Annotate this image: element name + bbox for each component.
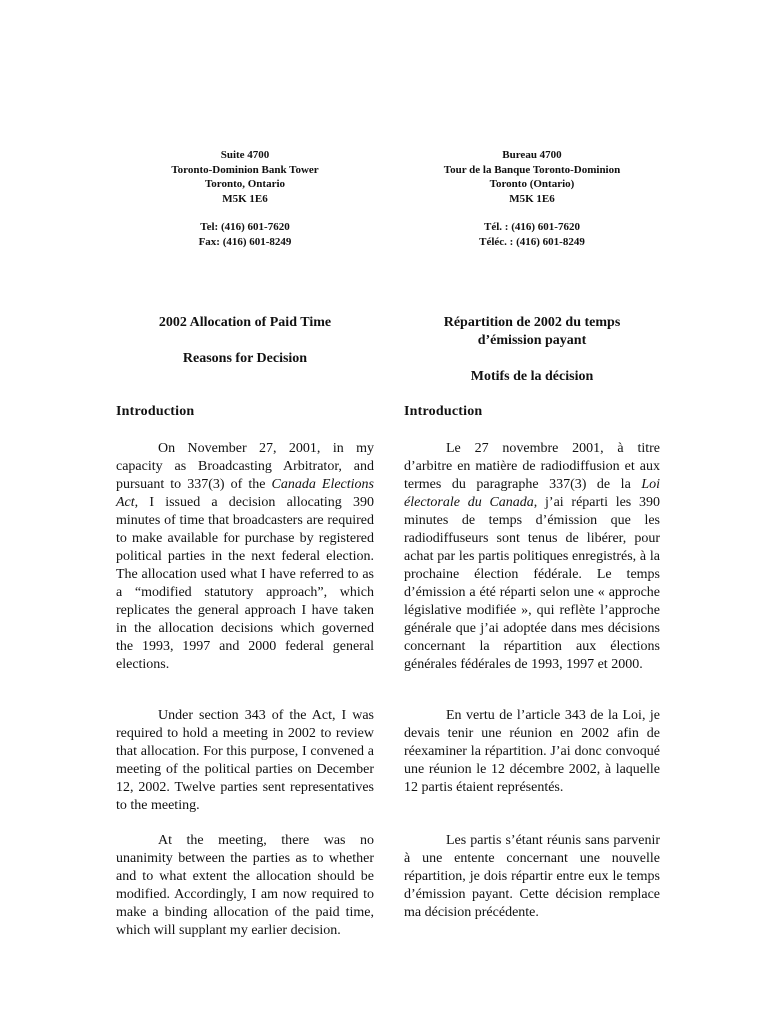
- section-heading: Introduction: [116, 404, 195, 419]
- paragraph-2: En vertu de l’article 343 de la Loi, je devais tenir une réunion en 2002 afin de réexaminer la répartition. J’ai donc convoqué une réunion le 12 décembre 2002, à laquelle 12 partis étaient représentés.: [404, 708, 660, 795]
- section-heading: Introduction: [404, 404, 483, 419]
- document-subtitle: Reasons for Decision: [182, 351, 308, 366]
- document-title-line-2: d’émission payant: [477, 333, 587, 348]
- phone-number: Tel: (416) 601-7620: [200, 221, 290, 234]
- address-line: Toronto, Ontario: [204, 178, 286, 191]
- address-line: Tour de la Banque Toronto-Dominion: [443, 163, 621, 176]
- address-line: Toronto (Ontario): [489, 178, 575, 191]
- fax-number: Fax: (416) 601-8249: [198, 235, 292, 248]
- document-title: 2002 Allocation of Paid Time: [158, 315, 332, 330]
- paragraph-3: Les partis s’étant réunis sans parvenir à une entente concernant une nouvelle répartition, je dois répartir entre eux le temps d’émission payant. Cette décision remplace ma décision précédente.: [404, 833, 660, 920]
- paragraph-1: On November 27, 2001, in my capacity as Broadcasting Arbitrator, and pursuant to 337(3) of the Canada Elections Act, I issued a decision allocating 390 minutes of time that broadcasters are required to make available for purchase by registered political parties in the next federal election. The allocation used what I have referred to as a “modified statutory approach”, which replicates the general approach I have taken in the allocation decisions which governed the 1993, 1997 and 2000 federal general elections.: [116, 441, 374, 672]
- french-address-block: [404, 148, 660, 250]
- document-subtitle: Motifs de la décision: [470, 369, 594, 384]
- paragraph-3: At the meeting, there was no unanimity between the parties as to whether and to what extent the allocation should be modified. Accordingly, I am now required to make a binding allocation of the paid time, which will supplant my earlier decision.: [116, 833, 374, 938]
- paragraph-1: Le 27 novembre 2001, à titre d’arbitre en matière de radiodiffusion et aux termes du paragraphe 337(3) de la Loi électorale du Canada, j’ai réparti les 390 minutes de temps d’émission que les radiodiffuseurs sont tenus de libérer, pour achat par les partis politiques enregistrés, à la prochaine élection fédérale. Le temps d’émission a été réparti selon une « approche législative modifiée », qui reflète l’approche générale que j’ai adoptée dans mes décisions concernant la répartition aux élections générales fédérales de 1993, 1997 et 2000.: [404, 441, 660, 672]
- phone-number: Tél. : (416) 601-7620: [484, 221, 580, 234]
- address-line: Toronto-Dominion Bank Tower: [171, 163, 319, 176]
- paragraph-2: Under section 343 of the Act, I was required to hold a meeting in 2002 to review that allocation. For this purpose, I convened a meeting of the political parties on December 12, 2002. Twelve parties sent representatives to the meeting.: [116, 708, 374, 813]
- document-title-line-1: Répartition de 2002 du temps: [443, 315, 621, 330]
- english-address-block: [116, 148, 374, 250]
- address-line: Bureau 4700: [502, 149, 562, 161]
- address-line: M5K 1E6: [222, 192, 268, 205]
- fax-number: Téléc. : (416) 601-8249: [479, 235, 585, 248]
- address-line: Suite 4700: [220, 149, 270, 161]
- address-line: M5K 1E6: [509, 192, 555, 205]
